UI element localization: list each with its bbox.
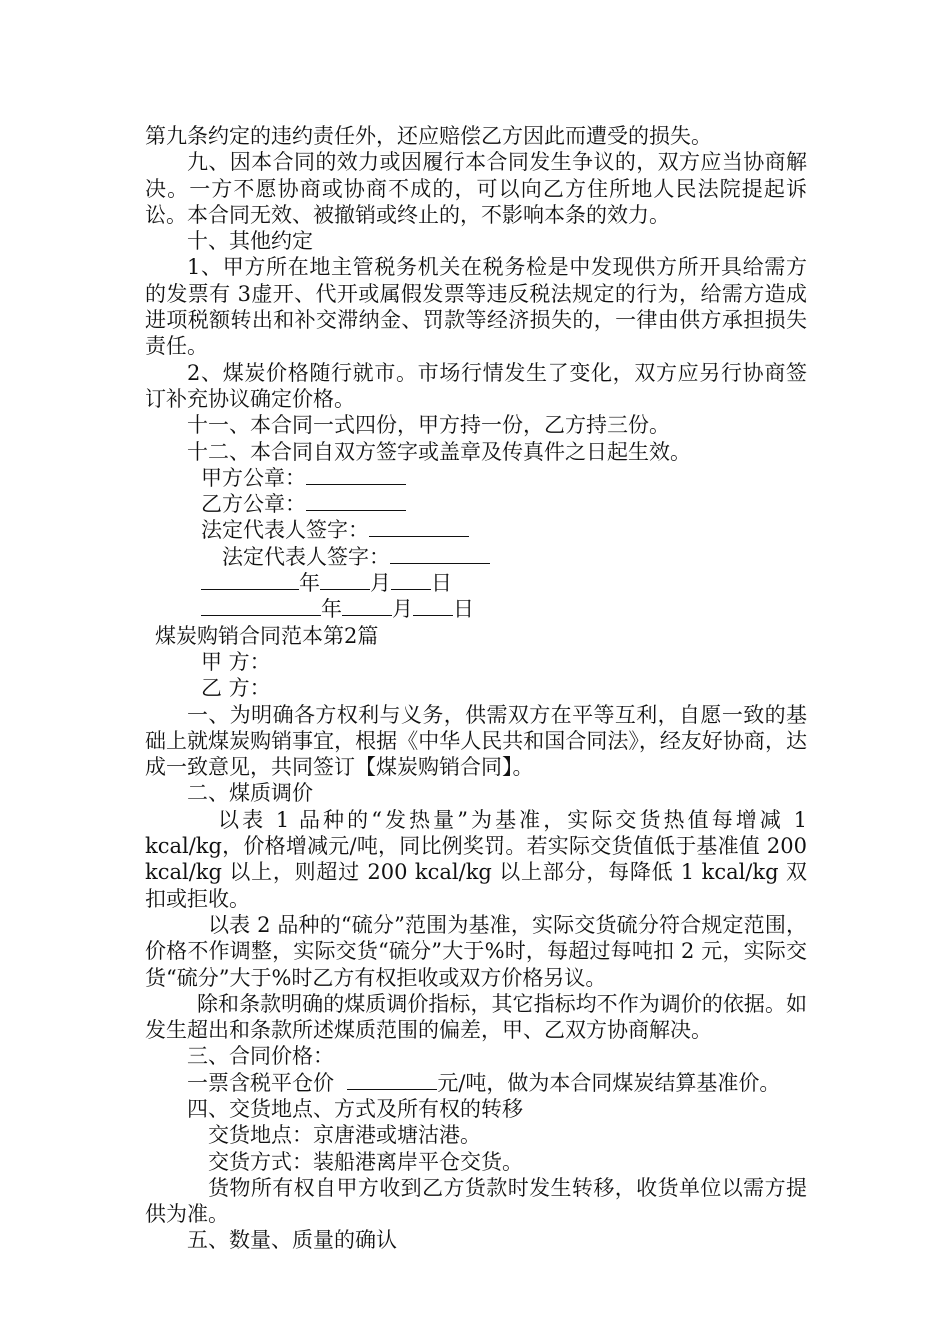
year-blank-1 <box>201 571 299 590</box>
other-indicators-clause: 除和条款明确的煤质调价指标，其它指标均不作为调价的依据。如发生超出和条款所述煤质范围的偏差，甲、乙双方协商解决。 <box>145 991 807 1043</box>
paragraph-continued: 第九条约定的违约责任外，还应赔偿乙方因此而遭受的损失。 <box>145 124 712 148</box>
month-blank-2 <box>342 597 392 616</box>
sulfur-clause: 以表 2 品种的“硫分”范围为基准，实际交货硫分符合规定范围，价格不作调整，实际交货“硫分”大于%时，每超过每吨扣 2 元，实际交货“硫分”大于%时乙方有权拒收或双方价格另议。 <box>145 912 807 990</box>
party-b-seal-blank <box>306 492 406 511</box>
party-b-label: 乙 方： <box>201 676 271 701</box>
party-a-label: 甲 方： <box>201 649 271 674</box>
article-five-heading: 五、数量、质量的确认 <box>187 1228 397 1253</box>
delivery-location: 交货地点：京唐港或塘沽港。 <box>208 1123 481 1148</box>
heat-value-clause: 以表 1 品种的“发热量”为基准，实际交货热值每增减 1 kcal/kg，价格增减元/吨，同比例奖罚。若实际交货值低于基准值 200 kcal/kg 以上，则超过 200 kcal/kg 以上部分，每降低 1 kcal/kg 双扣或拒收。 <box>145 807 807 911</box>
month-label-1: 月 <box>370 571 391 596</box>
document-body <box>145 123 807 1254</box>
month-blank-1 <box>320 571 370 590</box>
date-line-2 <box>145 596 807 622</box>
clause-ten-heading: 十、其他约定 <box>187 229 313 254</box>
section-two-title: 煤炭购销合同范本第2篇 <box>155 623 379 648</box>
clause-ten-item-2: 2、煤炭价格随行就市。市场行情发生了变化，双方应另行协商签订补充协议确定价格。 <box>145 360 807 411</box>
article-two-heading: 二、煤质调价 <box>187 781 313 806</box>
clause-twelve: 十二、本合同自双方签字或盖章及传真件之日起生效。 <box>187 439 691 464</box>
ownership-transfer-clause: 货物所有权自甲方收到乙方货款时发生转移，收货单位以需方提供为准。 <box>145 1175 807 1227</box>
article-three-heading: 三、合同价格： <box>187 1044 334 1069</box>
day-label-1: 日 <box>431 571 452 596</box>
rep-signature-line-2 <box>145 544 807 570</box>
delivery-method: 交货方式：装船港离岸平仓交货。 <box>208 1149 523 1174</box>
signature-block <box>145 465 807 623</box>
price-clause <box>145 1070 807 1096</box>
month-label-2: 月 <box>392 597 413 622</box>
clause-nine: 九、因本合同的效力或因履行本合同发生争议的，双方应当协商解决。一方不愿协商或协商不成的，可以向乙方住所地人民法院提起诉讼。本合同无效、被撤销或终止的，不影响本条的效力。 <box>145 150 807 227</box>
rep-signature-label-2: 法定代表人签字： <box>222 544 390 569</box>
article-four-heading: 四、交货地点、方式及所有权的转移 <box>187 1096 523 1121</box>
rep-signature-blank-1 <box>369 518 469 537</box>
year-blank-2 <box>201 597 321 616</box>
article-one: 一、为明确各方权利与义务，供需双方在平等互利，自愿一致的基础上就煤炭购销事宜，根据《中华人民共和国合同法》，经友好协商，达成一致意见，共同签订【煤炭购销合同】。 <box>145 702 807 780</box>
party-b-seal-line <box>145 491 807 517</box>
year-label-2: 年 <box>321 597 342 622</box>
party-a-seal-label: 甲方公章： <box>201 465 306 490</box>
rep-signature-blank-2 <box>390 545 490 564</box>
year-label-1: 年 <box>299 571 320 596</box>
price-blank <box>347 1071 437 1090</box>
party-a-seal-line <box>145 465 807 491</box>
date-line-1 <box>145 570 807 596</box>
rep-signature-line-1 <box>145 517 807 543</box>
day-label-2: 日 <box>453 597 474 622</box>
clause-eleven: 十一、本合同一式四份，甲方持一份，乙方持三份。 <box>187 413 670 438</box>
party-a-seal-blank <box>306 466 406 485</box>
clause-ten-item-1: 1、甲方所在地主管税务机关在税务检是中发现供方所开具给需方的发票有 3虚开、代开或属假发票等违反税法规定的行为，给需方造成进项税额转出和补交滞纳金、罚款等经济损失的，一律由供方承担损失责任。 <box>145 255 807 359</box>
day-blank-1 <box>391 571 431 590</box>
party-b-seal-label: 乙方公章： <box>201 492 306 517</box>
price-label: 一票含税平仓价 <box>187 1070 334 1095</box>
rep-signature-label-1: 法定代表人签字： <box>201 518 369 543</box>
day-blank-2 <box>413 597 453 616</box>
price-unit-text: 元/吨，做为本合同煤炭结算基准价。 <box>437 1070 781 1095</box>
